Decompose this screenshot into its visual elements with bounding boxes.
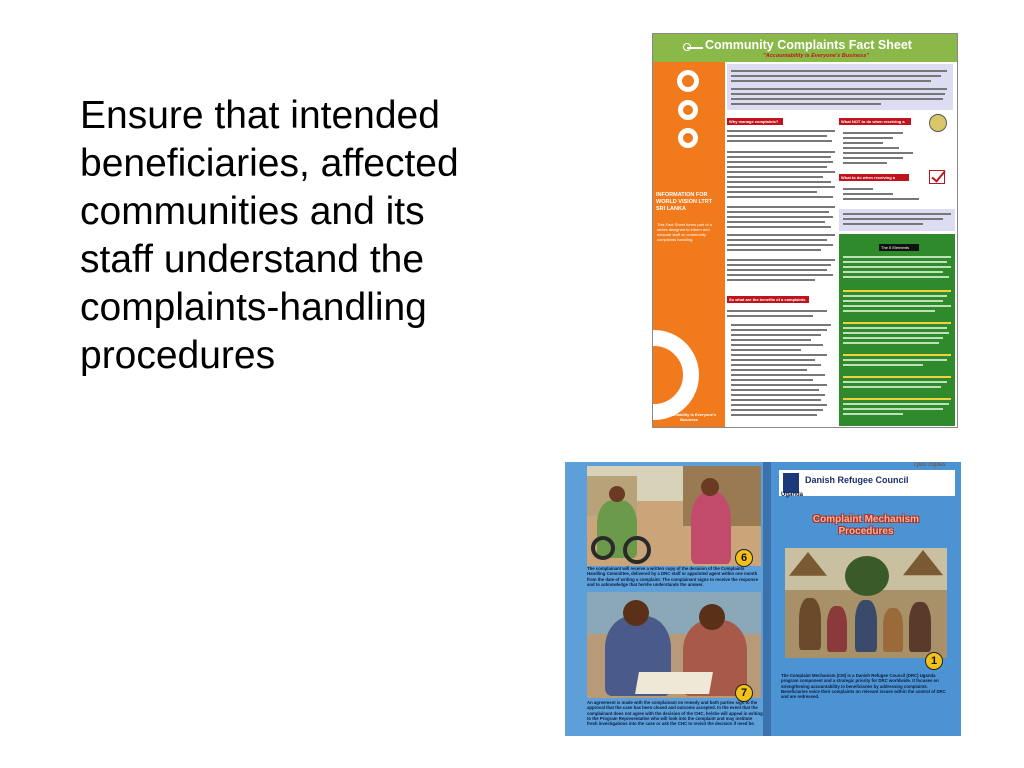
intro-box	[727, 64, 953, 110]
ring-icon	[677, 70, 699, 92]
seal-icon	[929, 114, 947, 132]
fact-sheet-image	[652, 33, 958, 428]
illustration-panel-1	[785, 548, 947, 658]
illustration-panel-7	[587, 592, 761, 698]
drc-logo-icon	[783, 473, 799, 493]
elements-box	[839, 234, 955, 426]
ring-icon	[678, 128, 698, 148]
info-box	[839, 209, 955, 231]
ring-icon	[678, 100, 698, 120]
section-header: What to do when receiving a complaint	[839, 174, 909, 181]
fact-sheet-title: Community Complaints Fact Sheet	[705, 38, 912, 52]
sidebar-body: This Fact Sheet forms part of a series designed to inform and educate staff on community complaints handling.	[657, 222, 712, 242]
fact-sheet-subtitle: "Accountability is Everyone's Business"	[763, 53, 869, 59]
header-ring-icon	[683, 43, 691, 51]
drc-country: Uganda	[781, 492, 804, 498]
section-header: The 5 Elements	[879, 244, 919, 251]
booklet-spine	[763, 462, 771, 736]
fact-sheet-sidebar	[653, 62, 725, 427]
caption-step-6: The complainant will receive a written copy of the decision of the Complaints Handling Committee, delivered by a DRC staff or appointed agent within one month from the date of writing a complaint. The complainant signs to receive the response and to acknowledge that he/she understands the answer.	[587, 566, 758, 587]
step-badge-7: 7	[735, 684, 753, 702]
drc-org-name: Danish Refugee Council	[805, 475, 909, 485]
step-badge-1: 1	[925, 652, 943, 670]
large-ring-graphic	[652, 330, 699, 420]
booklet-title: Complaint Mechanism Procedures	[812, 514, 920, 537]
handwritten-note: Tpoo copies	[913, 462, 946, 468]
section-header: Why manage complaints?	[727, 118, 783, 125]
drc-header	[779, 470, 955, 496]
section-header: What NOT to do when receiving a complaint	[839, 118, 911, 125]
section-header: So what are the benefits of a complaints system?	[727, 296, 809, 303]
illustration-panel-6	[587, 466, 761, 566]
drc-booklet-image	[565, 462, 961, 736]
step-badge-6: 6	[735, 549, 753, 567]
sidebar-footer: Accountability is Everyone's Business	[661, 412, 717, 422]
caption-step-7: An agreement is made with the complainant on remedy and both parties sign to the approval that the case has been closed and outcome accepted. In the event that the complainant does not agree with the decision of the CHC, he/she will appeal in writing to the Program Representative who will look into the complaint and may institute fresh investigations into the case or ask the CHC to revisit the decision if need be.	[587, 700, 763, 727]
caption-step-1: The Complaint Mechanism (CM) is a Danish Refugee Council (DRC) Uganda program component and a strategic priority for DRC worldwide. It focuses on strengthening accountability to beneficiaries by addressing complaints. Beneficiaries voice their complaints on relevant issues within the control of DRC and are redressed.	[781, 673, 946, 700]
slide-body-text: Ensure that intended beneficiaries, affected communities and its staff understand the complaints-handling procedures	[80, 94, 459, 377]
sidebar-heading: INFORMATION FOR WORLD VISION LTRT SRI LANKA	[656, 192, 713, 212]
